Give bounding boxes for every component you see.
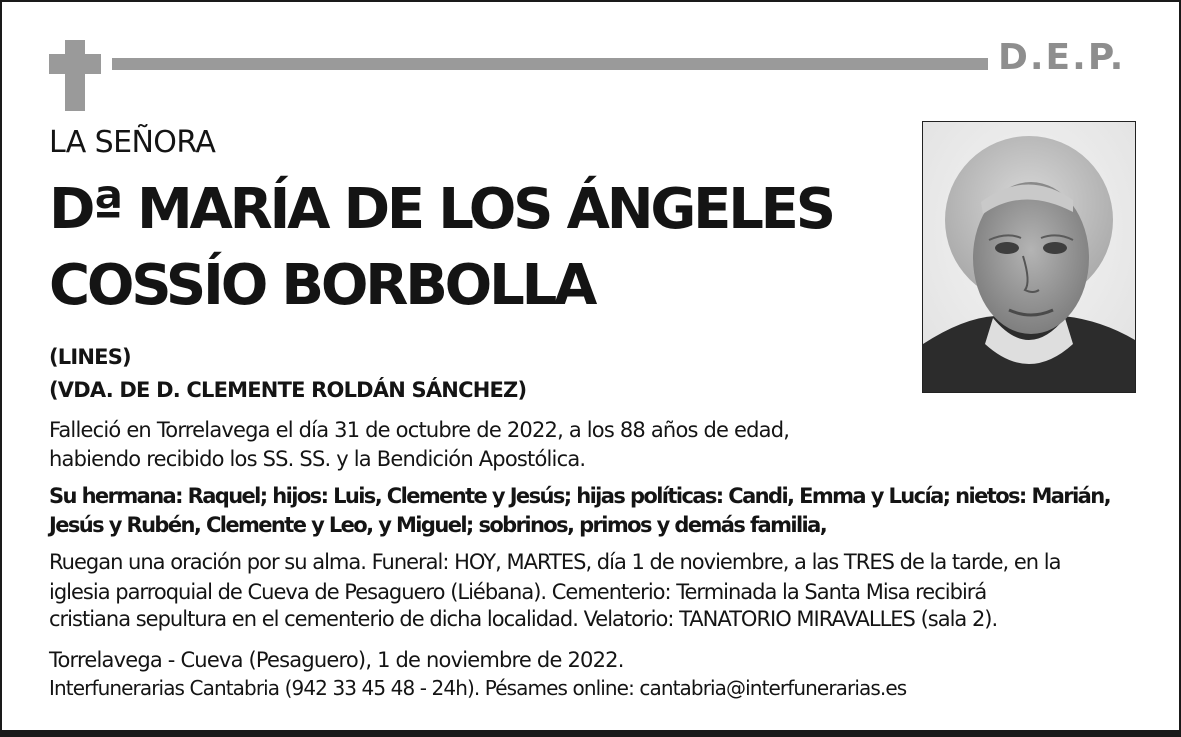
death-info-line1: Falleció en Torrelavega el día 31 de octubre de 2022, a los 88 años de edad, — [49, 418, 790, 442]
dep-heading: D.E.P. — [998, 37, 1126, 78]
deceased-name-line2: COSSÍO BORBOLLA — [49, 253, 595, 318]
funeral-line1: Ruegan una oración por su alma. Funeral: HOY, MARTES, día 1 de noviembre, a las TRES de la tarde, en la — [49, 550, 1061, 574]
family-line1: Su hermana: Raquel; hijos: Luis, Clemente y Jesús; hijas políticas: Candi, Emma y Lucía; nietos: Marián, — [49, 484, 1110, 508]
deceased-name-line1: Dª MARÍA DE LOS ÁNGELES — [49, 177, 833, 242]
widow-of: (VDA. DE D. CLEMENTE ROLDÁN SÁNCHEZ) — [49, 378, 527, 402]
header-rule — [112, 58, 988, 70]
nickname: (LINES) — [49, 345, 131, 369]
family-line2: Jesús y Rubén, Clemente y Leo, y Miguel; sobrinos, primos y demás familia, — [49, 513, 827, 537]
cross-vertical-bar — [65, 40, 85, 111]
funeral-line2: iglesia parroquial de Cueva de Pesaguero (Liébana). Cementerio: Terminada la Santa Misa recibirá — [49, 580, 987, 604]
portrait-photo — [922, 121, 1136, 393]
cross-horizontal-bar — [49, 54, 101, 74]
funeral-company: Interfunerarias Cantabria (942 33 45 48 - 24h). Pésames online: cantabria@interfunerarias.es — [49, 676, 907, 700]
honorific-label: LA SEÑORA — [49, 125, 216, 160]
place-date: Torrelavega - Cueva (Pesaguero), 1 de noviembre de 2022. — [49, 648, 624, 672]
death-info-line2: habiendo recibido los SS. SS. y la Bendición Apostólica. — [49, 447, 586, 471]
funeral-line3: cristiana sepultura en el cementerio de dicha localidad. Velatorio: TANATORIO MIRAVALLES (sala 2). — [49, 607, 998, 631]
